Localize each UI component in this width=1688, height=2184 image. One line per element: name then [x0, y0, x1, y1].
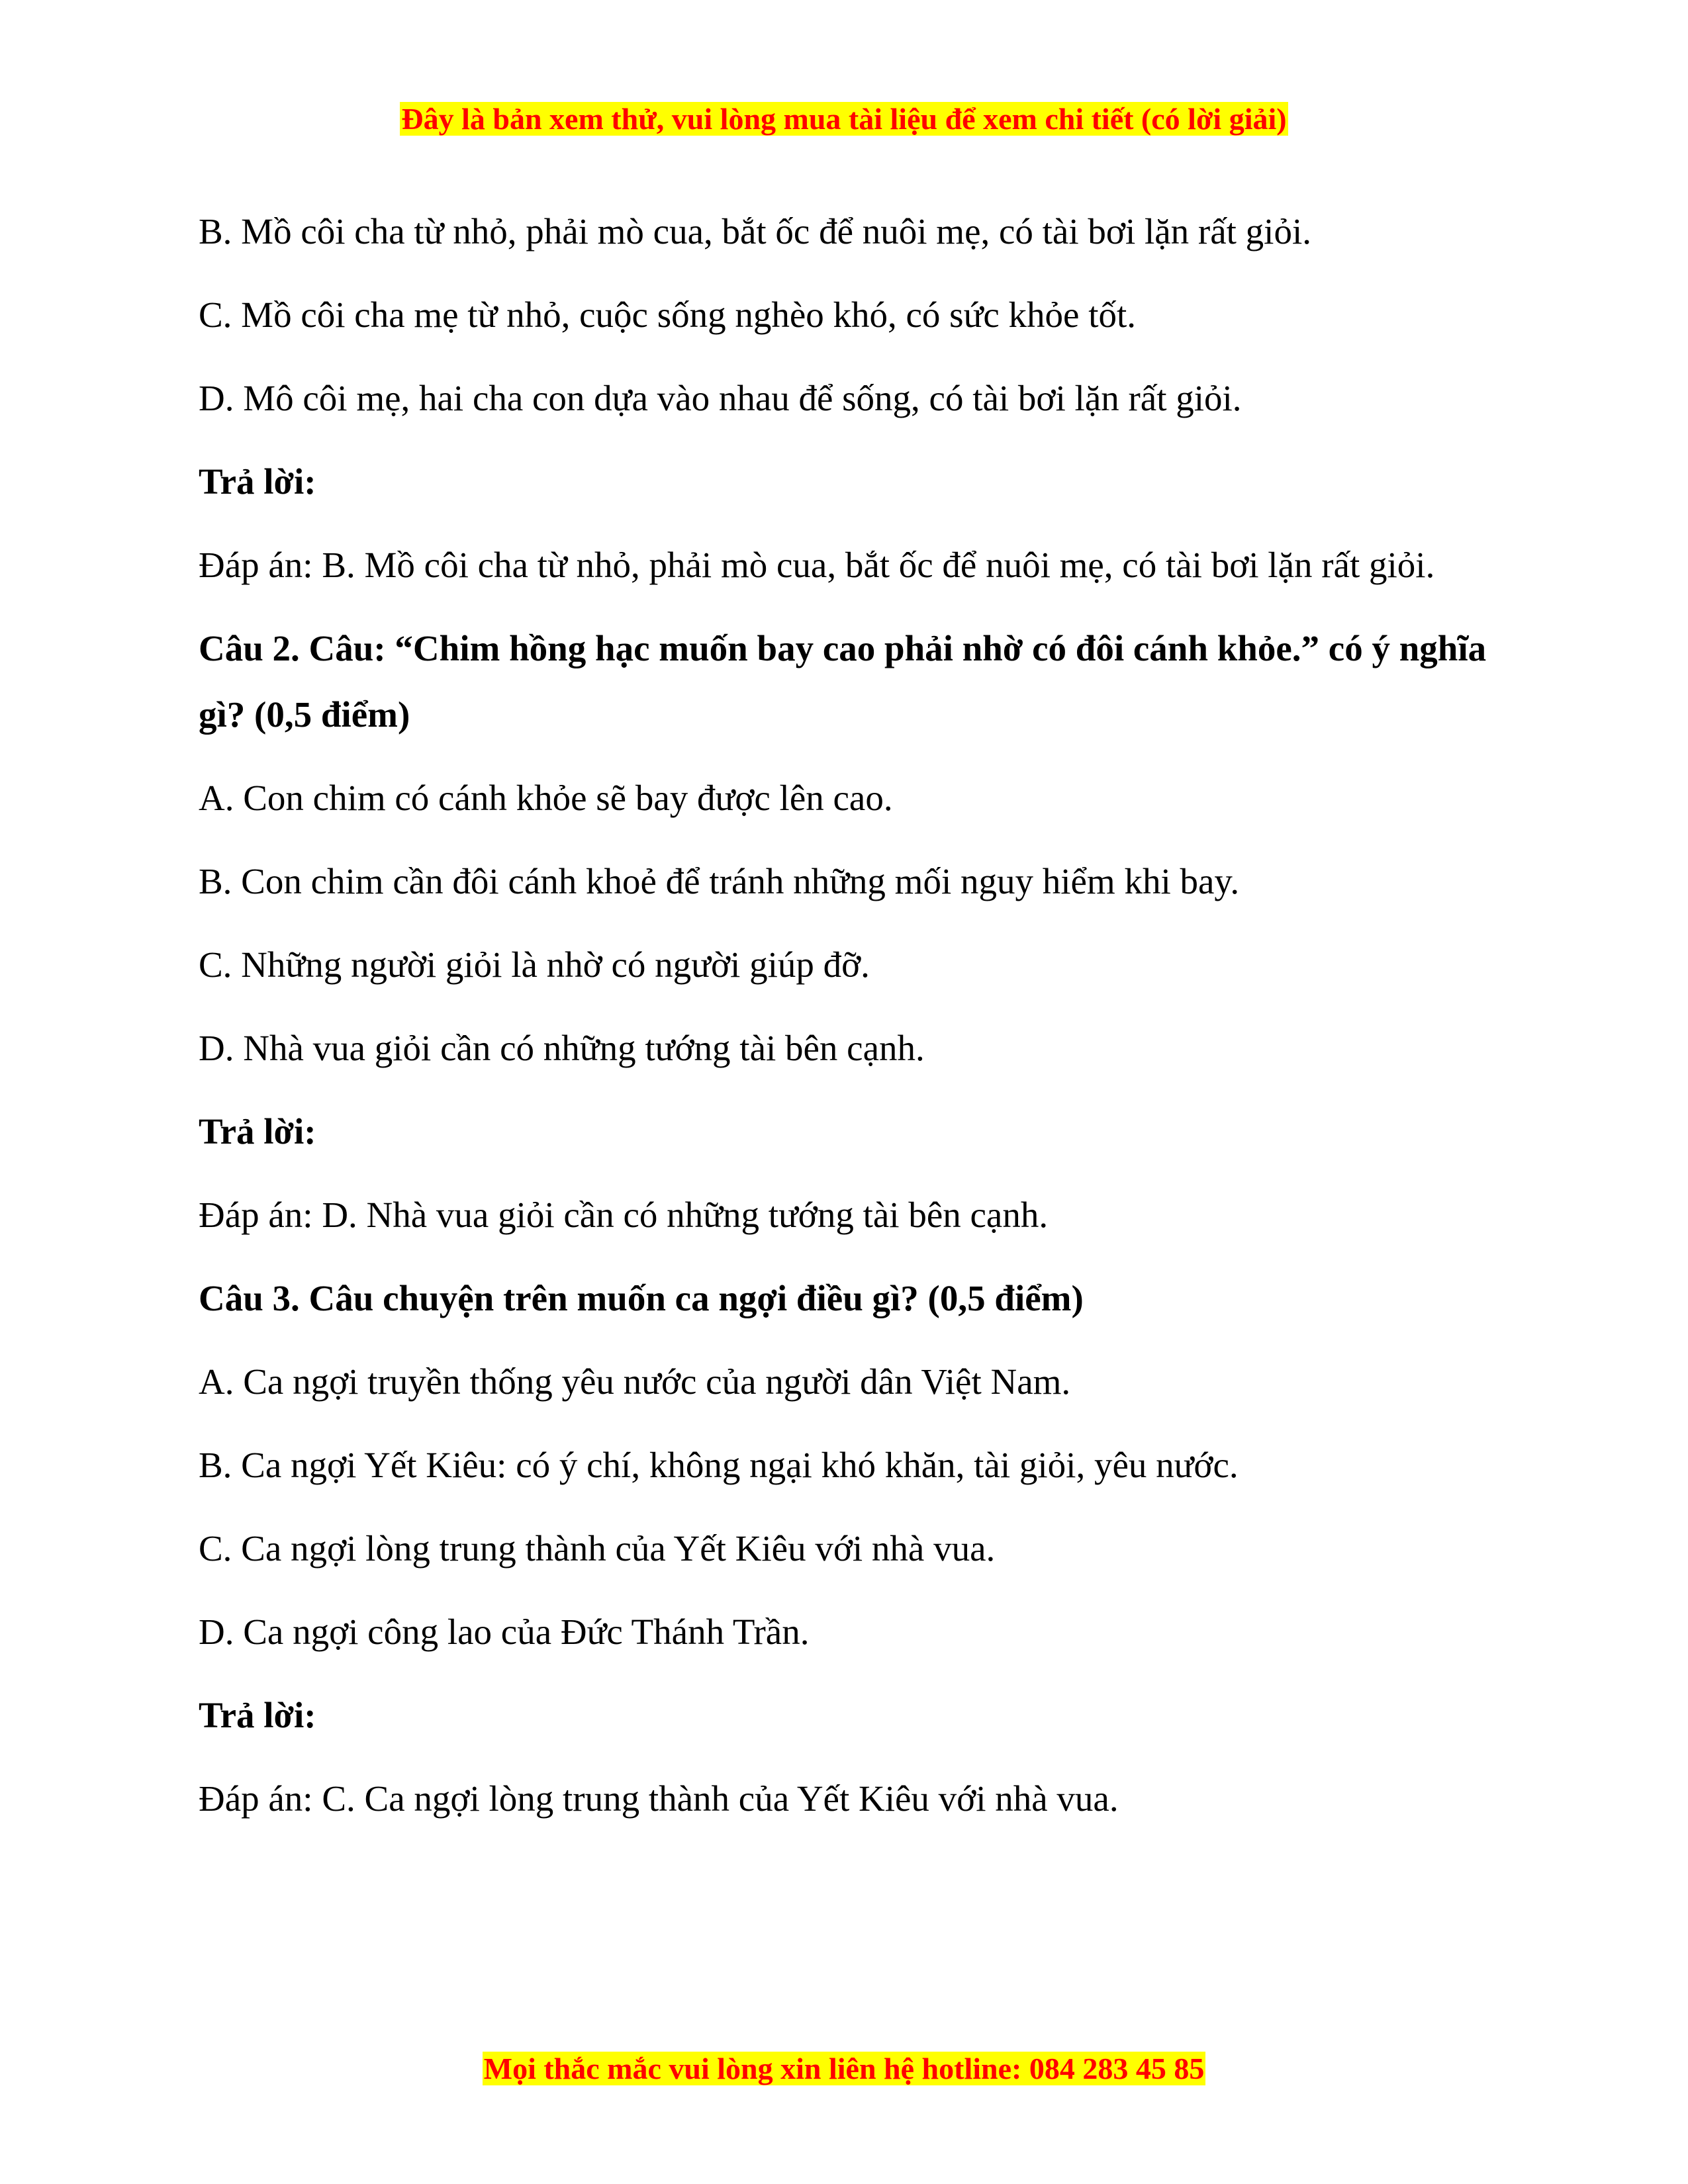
- q2-answer-label: Trả lời:: [199, 1111, 316, 1152]
- q2-answer: Đáp án: D. Nhà vua giỏi cần có những tướng tài bên cạnh.: [199, 1195, 1049, 1235]
- q3-option-c: C. Ca ngợi lòng trung thành của Yết Kiêu với nhà vua.: [199, 1528, 996, 1569]
- hotline-notice-text: Mọi thắc mắc vui lòng xin liên hệ hotline: 084 283 45 85: [483, 2052, 1205, 2085]
- q1-option-c: C. Mồ côi cha mẹ từ nhỏ, cuộc sống nghèo khó, có sức khỏe tốt.: [199, 295, 1137, 335]
- q3-option-b: B. Ca ngợi Yết Kiêu: có ý chí, không ngại khó khăn, tài giỏi, yêu nước.: [199, 1445, 1239, 1485]
- q1-option-d: D. Mô côi mẹ, hai cha con dựa vào nhau để sống, có tài bơi lặn rất giỏi.: [199, 378, 1242, 418]
- q2-question: Câu 2. Câu: “Chim hồng hạc muốn bay cao phải nhờ có đôi cánh khỏe.” có ý nghĩa gì? (0,5 điểm): [199, 628, 1487, 735]
- q2-option-b: B. Con chim cần đôi cánh khoẻ để tránh những mối nguy hiểm khi bay.: [199, 861, 1240, 901]
- preview-notice-banner: [0, 101, 1688, 138]
- q2-option-c: C. Những người giỏi là nhờ có người giúp đỡ.: [199, 944, 870, 985]
- q2-option-a: A. Con chim có cánh khỏe sẽ bay được lên cao.: [199, 778, 893, 818]
- q3-answer-label: Trả lời:: [199, 1695, 316, 1735]
- q1-answer-label: Trả lời:: [199, 461, 316, 502]
- document-body: [199, 199, 1489, 1849]
- q1-answer: Đáp án: B. Mồ côi cha từ nhỏ, phải mò cua, bắt ốc để nuôi mẹ, có tài bơi lặn rất giỏi.: [199, 545, 1435, 585]
- preview-notice-text: Đây là bản xem thử, vui lòng mua tài liệu để xem chi tiết (có lời giải): [401, 102, 1287, 136]
- q3-option-a: A. Ca ngợi truyền thống yêu nước của người dân Việt Nam.: [199, 1361, 1071, 1402]
- q2-option-d: D. Nhà vua giỏi cần có những tướng tài bên cạnh.: [199, 1028, 925, 1068]
- hotline-notice-banner: [0, 2050, 1688, 2087]
- q3-option-d: D. Ca ngợi công lao của Đức Thánh Trần.: [199, 1612, 810, 1652]
- q3-answer: Đáp án: C. Ca ngợi lòng trung thành của Yết Kiêu với nhà vua.: [199, 1778, 1119, 1819]
- q3-question: Câu 3. Câu chuyện trên muốn ca ngợi điều gì? (0,5 điểm): [199, 1278, 1084, 1318]
- q1-option-b: B. Mồ côi cha từ nhỏ, phải mò cua, bắt ốc để nuôi mẹ, có tài bơi lặn rất giỏi.: [199, 211, 1311, 251]
